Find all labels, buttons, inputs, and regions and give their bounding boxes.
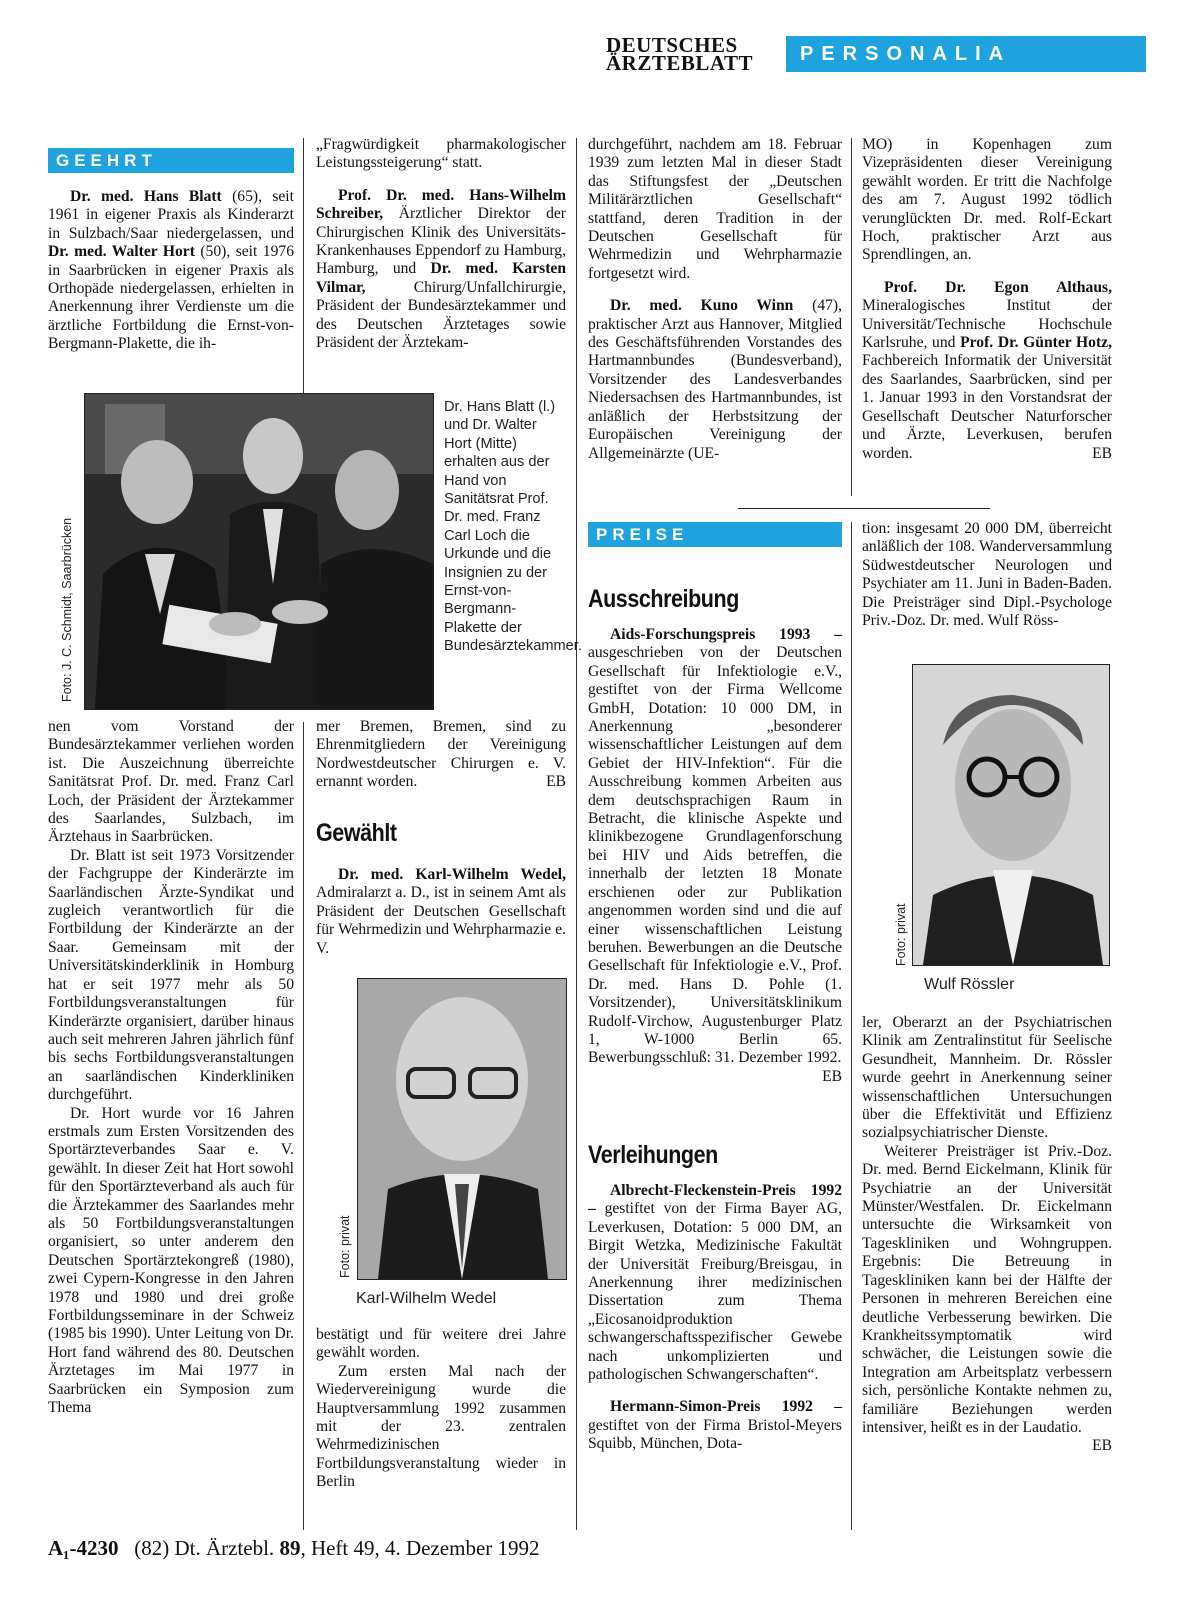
- heading-ausschreibung: Ausschreibung: [588, 585, 739, 613]
- heading-gewaehlt: Gewählt: [316, 819, 397, 847]
- wedel-photo: [357, 978, 567, 1280]
- roessler-photo: [912, 664, 1110, 966]
- article-wedel-end: durchgeführt, nachdem am 18. Februar 1939 zum letzten Mal in dieser Stadt das Stiftungsfest der „Deutschen Militärärztlichen Gesellschaft“ stattfand, deren Tradition in der Deutschen Gesellschaft für Wehrmedizin und Wehrpharmazie fortgesetzt wird. Dr. med. Kuno Winn (47), praktischer Arzt aus Hannover, Mitglied des Geschäftsführenden Vorstandes des Hartmannbundes (Bundesverband), Vorsitzender des Landesverbandes Niedersachsen des Hartmannbundes, ist anläßlich der Herbstsitzung der Europäischen Vereinigung der Allgemeinärzte (UE-: [588, 136, 843, 462]
- page-number: A₁-4230: [48, 1536, 119, 1560]
- article-schreiber-vilmar-cont: mer Bremen, Bremen, sind zu Ehrenmitgliedern der Vereinigung Nordwestdeutscher Chirurgen e. V. ernannt worden. EB: [316, 718, 566, 791]
- group-photo-image: [85, 394, 433, 709]
- wedel-photo-caption: Karl-Wilhelm Wedel: [356, 1290, 497, 1307]
- citation: (82) Dt. Ärztebl.: [134, 1536, 275, 1560]
- heading-verleihungen: Verleihungen: [588, 1141, 718, 1169]
- group-photo-caption: Dr. Hans Blatt (l.) und Dr. Walter Hort (Mitte) erhalten aus der Hand von Sanitätsrat Prof. Dr. med. Franz Carl Loch die Urkunde und die Insignien zu der Ernst-von-Bergmann-Plakette der Bundesärztekammer.: [444, 399, 582, 655]
- issue-date: , Heft 49, 4. Dezember 1992: [300, 1536, 540, 1560]
- rubric-preise: PREISE: [588, 522, 842, 547]
- column-rule: [303, 722, 304, 1530]
- photo-credit: Foto: privat: [894, 903, 908, 966]
- column-rule: [303, 138, 304, 396]
- group-photo: [84, 393, 434, 710]
- photo-credit: Foto: privat: [338, 1215, 352, 1278]
- column-rule: [576, 138, 577, 1530]
- article-schreiber-vilmar: „Fragwürdigkeit pharmakologischer Leistungssteigerung“ statt. Prof. Dr. med. Hans-Wilhelm Schreiber, Ärztlicher Direktor der Chirurgischen Klinik des Universitäts-Krankenhauses Eppendorf zu Hamburg, Hamburg, und Dr. med. Karsten Vilmar, Chirurg/Unfallchirurgie, Präsident der Bundesärztekammer und des Deutschen Ärztetages sowie Präsident der Ärztekam-: [316, 136, 567, 352]
- article-roessler: ler, Oberarzt an der Psychiatrischen Klinik am Zentralinstitut für Seelische Gesundheit, Mannheim. Dr. Rössler wurde geehrt in Anerkennung seiner wissenschaftlichen Untersuchungen über die Effektivität und Effizienz sozialpsychiatrischer Dienste. Weiterer Preisträger ist Priv.-Doz. Dr. med. Bernd Eickelmann, Klinik für Psychiatrie an der Universität Münster/Westfalen. Dr. Eickelmann untersuchte die Wirksamkeit von Tageskliniken und Wohngruppen. Ergebnis: Die Betreuung in Tageskliniken kann bei der Hälfte der Personen in mehreren Bereichen eine deutliche Verbesserung bewirken. Die Krankheitssymptomatik wird schwächer, die Leistungen sowie die Integration am Arbeitsplatz verbessern sich, persönliche Kontakte nehmen zu, familiäre Beziehungen werden intensiver, heißt es in der Laudatio. EB: [862, 1014, 1112, 1455]
- roessler-photo-caption: Wulf Rössler: [924, 976, 1015, 993]
- photo-credit: Foto: J. C. Schmidt, Saarbrücken: [60, 517, 74, 702]
- article-wedel-cont: bestätigt und für weitere drei Jahre gewählt worden. Zum ersten Mal nach der Wiedervereinigung wurde die Hauptversammlung 1992 zusammen mit der 23. zentralen Wehrmedizinischen Fortbildungsveranstaltung wieder in Berlin: [316, 1326, 566, 1491]
- section-divider: [738, 508, 990, 509]
- wedel-photo-image: [358, 979, 566, 1279]
- column-rule: [851, 522, 852, 1530]
- journal-title: DEUTSCHES ÄRZTEBLATT: [606, 33, 753, 75]
- page-footer: [48, 1536, 540, 1561]
- article-blatt-hort-cont: nen vom Vorstand der Bundesärztekammer verliehen worden ist. Die Auszeichnung überreichte Sanitätsrat Prof. Dr. med. Franz Carl Loch, der Präsident der Ärztekammer des Saarlandes, Sulzbach, im Ärztehaus in Saarbrücken. Dr. Blatt ist seit 1973 Vorsitzender der Fachgruppe der Kinderärzte im Saarländischen Ärzte-Syndikat und zugleich verantwortlich für die Fortbildung der Kinderärzte an der Saar. Gemeinsam mit der Universitätskinderklinik in Homburg hat er seit 1977 mehr als 50 Fortbildungsveranstaltungen für Kinderärzte organisiert, darüber hinaus auch seit mehreren Jahren jährlich fünf bis sechs Fortbildungsveranstaltungen an saarländischen Kinderkliniken durchgeführt. Dr. Hort wurde vor 16 Jahren erstmals zum Ersten Vorsitzenden des Sportärzteverbandes Saar e. V. gewählt. In dieser Zeit hat Hort sowohl für den Sportärzteverband als auch für die Ärztekammer des Saarlandes mehr als 50 Fortbildungsveranstaltungen organisiert, so unter anderem den Deutschen Sportärztekongreß (1980), zwei Cypern-Kongresse in den Jahren 1978 und 1980 und drei große Fortbildungsseminare in der Schweiz (1985 bis 1990). Unter Leitung von Dr. Hort fand während des 80. Deutschen Ärztetages im Mai 1977 in Saarbrücken ein Symposion zum Thema: [48, 718, 294, 1417]
- article-blatt-hort: Dr. med. Hans Blatt (65), seit 1961 in eigener Praxis als Kinderarzt in Sulzbach/Saar niedergelassen, und Dr. med. Walter Hort (50), seit 1976 in Saarbrücken in eigener Praxis als Orthopäde niedergelassen, erhielten in Anerkennung ihrer Verdienste um die ärztliche Fortbildung die Ernst-von-Bergmann-Plakette, die ih-: [48, 188, 294, 353]
- volume: 89: [279, 1536, 301, 1560]
- column-rule: [851, 138, 852, 496]
- roessler-photo-image: [913, 665, 1109, 965]
- article-wedel: Dr. med. Karl-Wilhelm Wedel, Admiralarzt a. D., ist in seinem Amt als Präsident der Deutschen Gesellschaft für Wehrmedizin und Wehrpharmazie e. V.: [316, 866, 566, 957]
- article-fleckenstein-preis: Albrecht-Fleckenstein-Preis 1992 – gestiftet von der Firma Bayer AG, Leverkusen, Dotation: 5 000 DM, an Birgit Wetzka, Medizinische Fakultät der Universität Freiburg/Breisgau, in Anerkennung ihrer medizinischen Dissertation zum Thema „Eicosanoidproduktion schwangerschaftsspezifischer Gewebe nach unkomplizierten und pathologischen Schwangerschaften“. Hermann-Simon-Preis 1992 – gestiftet von der Firma Bristol-Meyers Squibb, München, Dota-: [588, 1182, 842, 1453]
- article-simon-preis-cont: tion: insgesamt 20 000 DM, überreicht anläßlich der 108. Wanderversammlung Südwestdeutscher Neurologen und Psychiater am 11. Juni in Baden-Baden. Die Preisträger sind Dipl.-Psychologe Priv.-Doz. Dr. med. Wulf Röss-: [862, 520, 1112, 630]
- article-winn-end: MO) in Kopenhagen zum Vizepräsidenten dieser Vereinigung gewählt worden. Er tritt die Nachfolge des am 7. August 1992 tödlich verunglückten Dr. med. Rolf-Eckart Hoch, praktischer Arzt aus Sprendlingen, an. Prof. Dr. Egon Althaus, Mineralogisches Institut der Universität/Technische Hochschule Karlsruhe, und Prof. Dr. Günter Hotz, Fachbereich Informatik der Universität des Saarlandes, Saarbrücken, sind per 1. Januar 1993 in den Vorstandsrat der Gesellschaft Deutscher Naturforscher und Ärzte, Leverkusen, berufen worden. EB: [862, 136, 1112, 462]
- section-title: PERSONALIA: [786, 36, 1146, 72]
- article-aids-preis: Aids-Forschungspreis 1993 – ausgeschrieben von der Deutschen Gesellschaft für Infektiologie e.V., gestiftet von der Firma Wellcome GmbH, Dotation: 10 000 DM, in Anerkennung „besonderer wissenschaftlicher Leistungen auf dem Gebiet der HIV-Infektion“. Für die Ausschreibung kommen Arbeiten aus dem deutschsprachigen Raum in Betracht, die klinische Aspekte und klinikbezogene Grundlagenforschung bei HIV und Aids betreffen, die innerhalb der letzten 18 Monate erschienen oder zur Publikation angenommen worden sind und die auf einer wissenschaftlichen Leistung beruhen. Bewerbungen an die Deutsche Gesellschaft für Infektiologie e.V., Prof. Dr. med. Hans D. Pohle (1. Vorsitzender), Universitätsklinikum Rudolf-Virchow, Augustenburger Platz 1, W-1000 Berlin 65. Bewerbungsschluß: 31. Dezember 1992. EB: [588, 626, 842, 1085]
- rubric-geehrt: GEEHRT: [48, 148, 294, 173]
